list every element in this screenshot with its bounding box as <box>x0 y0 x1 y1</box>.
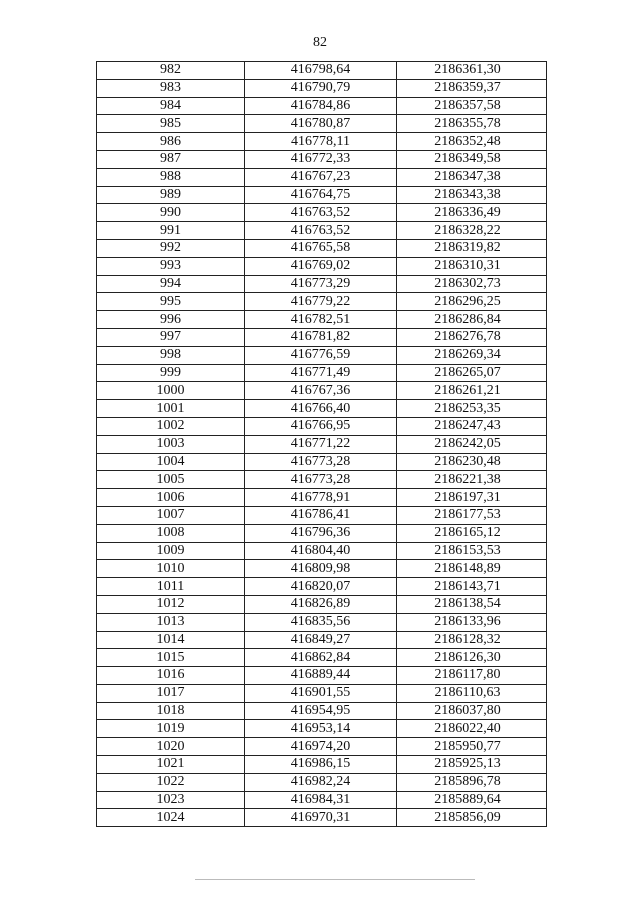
table-row <box>97 204 547 222</box>
point-number-cell: 1005 <box>97 471 245 489</box>
x-coordinate-cell: 416984,31 <box>245 791 397 809</box>
table-row <box>97 613 547 631</box>
y-coordinate-cell: 2186126,30 <box>397 649 547 667</box>
point-number-cell: 986 <box>97 133 245 151</box>
point-number-cell: 1024 <box>97 809 245 827</box>
x-coordinate-cell: 416798,64 <box>245 62 397 80</box>
y-coordinate-cell: 2186177,53 <box>397 506 547 524</box>
x-coordinate-cell: 416782,51 <box>245 311 397 329</box>
x-coordinate-cell: 416820,07 <box>245 578 397 596</box>
x-coordinate-cell: 416773,29 <box>245 275 397 293</box>
point-number-cell: 1009 <box>97 542 245 560</box>
x-coordinate-cell: 416835,56 <box>245 613 397 631</box>
point-number-cell: 998 <box>97 346 245 364</box>
table-row <box>97 168 547 186</box>
x-coordinate-cell: 416982,24 <box>245 773 397 791</box>
y-coordinate-cell: 2186143,71 <box>397 578 547 596</box>
table-row <box>97 738 547 756</box>
x-coordinate-cell: 416771,49 <box>245 364 397 382</box>
table-row <box>97 524 547 542</box>
table-row <box>97 417 547 435</box>
y-coordinate-cell: 2185950,77 <box>397 738 547 756</box>
x-coordinate-cell: 416772,33 <box>245 150 397 168</box>
x-coordinate-cell: 416763,52 <box>245 204 397 222</box>
y-coordinate-cell: 2186153,53 <box>397 542 547 560</box>
x-coordinate-cell: 416953,14 <box>245 720 397 738</box>
table-row <box>97 150 547 168</box>
table-row <box>97 809 547 827</box>
y-coordinate-cell: 2186133,96 <box>397 613 547 631</box>
x-coordinate-cell: 416766,95 <box>245 417 397 435</box>
point-number-cell: 990 <box>97 204 245 222</box>
point-number-cell: 999 <box>97 364 245 382</box>
x-coordinate-cell: 416954,95 <box>245 702 397 720</box>
point-number-cell: 1023 <box>97 791 245 809</box>
table-row <box>97 489 547 507</box>
table-row <box>97 186 547 204</box>
point-number-cell: 989 <box>97 186 245 204</box>
point-number-cell: 1003 <box>97 435 245 453</box>
x-coordinate-cell: 416804,40 <box>245 542 397 560</box>
y-coordinate-cell: 2186242,05 <box>397 435 547 453</box>
table-row <box>97 133 547 151</box>
x-coordinate-cell: 416796,36 <box>245 524 397 542</box>
y-coordinate-cell: 2186286,84 <box>397 311 547 329</box>
x-coordinate-cell: 416784,86 <box>245 97 397 115</box>
table-row <box>97 435 547 453</box>
table-row <box>97 667 547 685</box>
x-coordinate-cell: 416776,59 <box>245 346 397 364</box>
table-row <box>97 364 547 382</box>
x-coordinate-cell: 416974,20 <box>245 738 397 756</box>
point-number-cell: 1002 <box>97 417 245 435</box>
table-row <box>97 506 547 524</box>
point-number-cell: 1008 <box>97 524 245 542</box>
y-coordinate-cell: 2185925,13 <box>397 756 547 774</box>
y-coordinate-cell: 2186037,80 <box>397 702 547 720</box>
table-row <box>97 79 547 97</box>
table-row <box>97 400 547 418</box>
x-coordinate-cell: 416764,75 <box>245 186 397 204</box>
y-coordinate-cell: 2186319,82 <box>397 239 547 257</box>
point-number-cell: 1020 <box>97 738 245 756</box>
table-row <box>97 453 547 471</box>
y-coordinate-cell: 2186310,31 <box>397 257 547 275</box>
x-coordinate-cell: 416766,40 <box>245 400 397 418</box>
point-number-cell: 1021 <box>97 756 245 774</box>
y-coordinate-cell: 2185856,09 <box>397 809 547 827</box>
table-row <box>97 791 547 809</box>
table-row <box>97 756 547 774</box>
y-coordinate-cell: 2186347,38 <box>397 168 547 186</box>
y-coordinate-cell: 2186022,40 <box>397 720 547 738</box>
point-number-cell: 1022 <box>97 773 245 791</box>
y-coordinate-cell: 2186349,58 <box>397 150 547 168</box>
x-coordinate-cell: 416970,31 <box>245 809 397 827</box>
point-number-cell: 1013 <box>97 613 245 631</box>
y-coordinate-cell: 2186138,54 <box>397 595 547 613</box>
table-row <box>97 382 547 400</box>
x-coordinate-cell: 416790,79 <box>245 79 397 97</box>
point-number-cell: 1006 <box>97 489 245 507</box>
table-row <box>97 328 547 346</box>
y-coordinate-cell: 2186296,25 <box>397 293 547 311</box>
x-coordinate-cell: 416779,22 <box>245 293 397 311</box>
y-coordinate-cell: 2186165,12 <box>397 524 547 542</box>
point-number-cell: 994 <box>97 275 245 293</box>
point-number-cell: 984 <box>97 97 245 115</box>
point-number-cell: 991 <box>97 222 245 240</box>
y-coordinate-cell: 2186230,48 <box>397 453 547 471</box>
x-coordinate-cell: 416771,22 <box>245 435 397 453</box>
x-coordinate-cell: 416826,89 <box>245 595 397 613</box>
y-coordinate-cell: 2186128,32 <box>397 631 547 649</box>
table-row <box>97 275 547 293</box>
x-coordinate-cell: 416809,98 <box>245 560 397 578</box>
x-coordinate-cell: 416849,27 <box>245 631 397 649</box>
y-coordinate-cell: 2186261,21 <box>397 382 547 400</box>
page-bottom-line <box>195 879 475 880</box>
point-number-cell: 983 <box>97 79 245 97</box>
y-coordinate-cell: 2186221,38 <box>397 471 547 489</box>
y-coordinate-cell: 2185896,78 <box>397 773 547 791</box>
x-coordinate-cell: 416767,36 <box>245 382 397 400</box>
y-coordinate-cell: 2186269,34 <box>397 346 547 364</box>
table-row <box>97 222 547 240</box>
x-coordinate-cell: 416781,82 <box>245 328 397 346</box>
table-row <box>97 346 547 364</box>
x-coordinate-cell: 416780,87 <box>245 115 397 133</box>
point-number-cell: 995 <box>97 293 245 311</box>
point-number-cell: 1015 <box>97 649 245 667</box>
table-row <box>97 471 547 489</box>
table-row <box>97 684 547 702</box>
point-number-cell: 1001 <box>97 400 245 418</box>
y-coordinate-cell: 2186148,89 <box>397 560 547 578</box>
point-number-cell: 1014 <box>97 631 245 649</box>
point-number-cell: 1012 <box>97 595 245 613</box>
y-coordinate-cell: 2186265,07 <box>397 364 547 382</box>
point-number-cell: 1000 <box>97 382 245 400</box>
y-coordinate-cell: 2186343,38 <box>397 186 547 204</box>
point-number-cell: 1016 <box>97 667 245 685</box>
point-number-cell: 1017 <box>97 684 245 702</box>
table-row <box>97 649 547 667</box>
y-coordinate-cell: 2186110,63 <box>397 684 547 702</box>
x-coordinate-cell: 416767,23 <box>245 168 397 186</box>
table-row <box>97 257 547 275</box>
table-row <box>97 239 547 257</box>
x-coordinate-cell: 416862,84 <box>245 649 397 667</box>
table-row <box>97 560 547 578</box>
y-coordinate-cell: 2185889,64 <box>397 791 547 809</box>
y-coordinate-cell: 2186357,58 <box>397 97 547 115</box>
y-coordinate-cell: 2186361,30 <box>397 62 547 80</box>
x-coordinate-cell: 416769,02 <box>245 257 397 275</box>
table-row <box>97 293 547 311</box>
point-number-cell: 1010 <box>97 560 245 578</box>
x-coordinate-cell: 416986,15 <box>245 756 397 774</box>
table-row <box>97 720 547 738</box>
point-number-cell: 992 <box>97 239 245 257</box>
point-number-cell: 996 <box>97 311 245 329</box>
table-row <box>97 311 547 329</box>
table-row <box>97 542 547 560</box>
x-coordinate-cell: 416901,55 <box>245 684 397 702</box>
x-coordinate-cell: 416765,58 <box>245 239 397 257</box>
x-coordinate-cell: 416889,44 <box>245 667 397 685</box>
point-number-cell: 985 <box>97 115 245 133</box>
page-number: 82 <box>313 35 327 50</box>
point-number-cell: 1011 <box>97 578 245 596</box>
y-coordinate-cell: 2186359,37 <box>397 79 547 97</box>
table-row <box>97 702 547 720</box>
y-coordinate-cell: 2186197,31 <box>397 489 547 507</box>
table-row <box>97 631 547 649</box>
y-coordinate-cell: 2186302,73 <box>397 275 547 293</box>
table-row <box>97 578 547 596</box>
point-number-cell: 993 <box>97 257 245 275</box>
table-row <box>97 115 547 133</box>
point-number-cell: 987 <box>97 150 245 168</box>
x-coordinate-cell: 416778,11 <box>245 133 397 151</box>
x-coordinate-cell: 416773,28 <box>245 453 397 471</box>
x-coordinate-cell: 416778,91 <box>245 489 397 507</box>
point-number-cell: 1018 <box>97 702 245 720</box>
table-body <box>97 62 547 827</box>
x-coordinate-cell: 416763,52 <box>245 222 397 240</box>
y-coordinate-cell: 2186117,80 <box>397 667 547 685</box>
point-number-cell: 982 <box>97 62 245 80</box>
table-row <box>97 62 547 80</box>
coordinates-table <box>96 61 547 827</box>
point-number-cell: 988 <box>97 168 245 186</box>
y-coordinate-cell: 2186336,49 <box>397 204 547 222</box>
y-coordinate-cell: 2186253,35 <box>397 400 547 418</box>
table-row <box>97 773 547 791</box>
point-number-cell: 997 <box>97 328 245 346</box>
y-coordinate-cell: 2186328,22 <box>397 222 547 240</box>
y-coordinate-cell: 2186247,43 <box>397 417 547 435</box>
x-coordinate-cell: 416773,28 <box>245 471 397 489</box>
y-coordinate-cell: 2186355,78 <box>397 115 547 133</box>
table-row <box>97 97 547 115</box>
point-number-cell: 1007 <box>97 506 245 524</box>
table-row <box>97 595 547 613</box>
x-coordinate-cell: 416786,41 <box>245 506 397 524</box>
point-number-cell: 1004 <box>97 453 245 471</box>
y-coordinate-cell: 2186352,48 <box>397 133 547 151</box>
y-coordinate-cell: 2186276,78 <box>397 328 547 346</box>
point-number-cell: 1019 <box>97 720 245 738</box>
